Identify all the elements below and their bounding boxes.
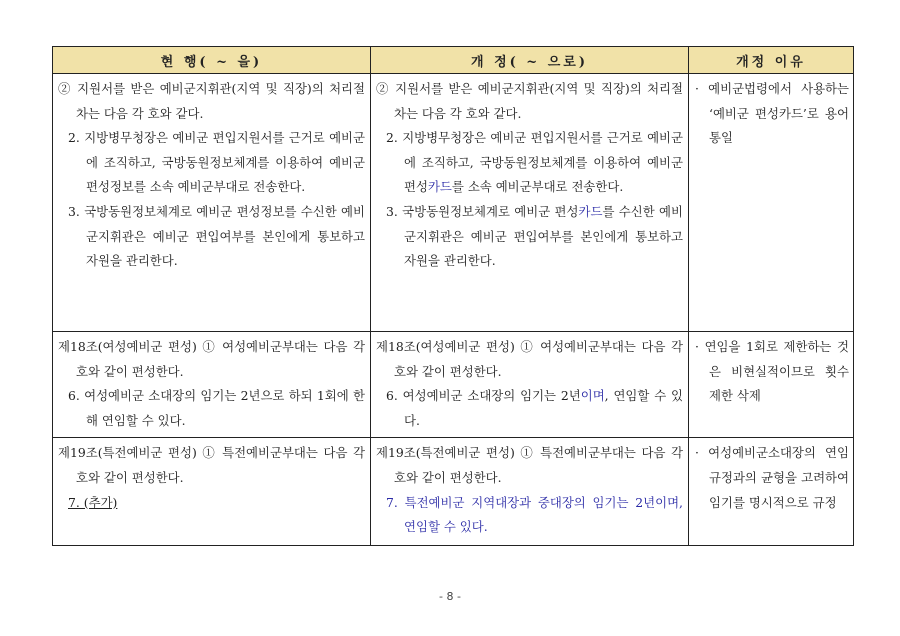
- clause-text: 제18조(여성예비군 편성) ① 여성예비군부대는 다음 각 호와 같이 편성한다.: [376, 339, 683, 379]
- list-item: 2. 지방병무청장은 예비군 편입지원서를 근거로 예비군에 조직하고, 국방동원정보체계를 이용하여 예비군 편성정보를 소속 예비군부대로 전송한다.: [68, 130, 365, 195]
- reason-text: 예비군법령에서 사용하는 ‘예비군 편성카드’로 용어 통일: [708, 81, 849, 146]
- item-text: 3. 국방동원정보체계로 예비군 편성: [386, 203, 579, 219]
- item-text: 를 수신한 예비군지휘관은 예비군 편입여부를 본인에게 통보하고 자원을 관리한다.: [404, 203, 683, 269]
- current-cell: [53, 74, 371, 332]
- list-item: [58, 491, 365, 516]
- revised-cell: [371, 438, 689, 546]
- header-current: 현 행( ~ 을): [53, 47, 371, 74]
- comparison-table: [52, 46, 854, 546]
- list-item: 7. 특전예비군 지역대장과 중대장의 임기는 2년이며, 연임할 수 있다.: [386, 494, 683, 535]
- header-reason: 개정 이유: [689, 47, 854, 74]
- reason-item: [695, 77, 849, 151]
- page-number: - 8 -: [439, 590, 461, 603]
- table-row: [53, 74, 854, 332]
- revised-cell: [371, 332, 689, 438]
- clause-text: 제19조(특전예비군 편성) ① 특전예비군부대는 다음 각 호와 같이 편성한다.: [58, 445, 365, 485]
- list-item: 6. 여성예비군 소대장의 임기는 2년으로 하되 1회에 한해 연임할 수 있다.: [68, 388, 365, 428]
- clause-text: ② 지원서를 받은 예비군지휘관(지역 및 직장)의 처리절차는 다음 각 호와 같다.: [58, 81, 365, 121]
- list-item: [376, 200, 683, 274]
- reason-item: [695, 335, 849, 409]
- clause-text: ② 지원서를 받은 예비군지휘관(지역 및 직장)의 처리절차는 다음 각 호와 같다.: [376, 81, 683, 121]
- revised-term: 이며: [580, 388, 605, 404]
- header-row: [53, 47, 854, 74]
- header-revised: 개 정( ~ 으로): [371, 47, 689, 74]
- bullet-icon: ·: [695, 445, 699, 461]
- revised-term: 카드: [578, 203, 603, 219]
- clause-text: 제18조(여성예비군 편성) ① 여성예비군부대는 다음 각 호와 같이 편성한다.: [58, 339, 365, 379]
- table-row: [53, 438, 854, 546]
- reason-cell: [689, 74, 854, 332]
- list-item: [376, 384, 683, 433]
- current-cell: [53, 332, 371, 438]
- item-text: 6. 여성예비군 소대장의 임기는 2년: [386, 388, 581, 404]
- reason-text: 여성예비군소대장의 연임 규정과의 균형을 고려하여 임기를 명시적으로 규정: [708, 445, 849, 510]
- reason-text: 연임을 1회로 제한하는 것은 비현실적이므로 횟수 제한 삭제: [704, 339, 849, 404]
- reason-cell: [689, 438, 854, 546]
- item-text: , 연임할 수 있다.: [404, 388, 684, 428]
- revised-term: 카드: [427, 179, 452, 195]
- clause-text: 제19조(특전예비군 편성) ① 특전예비군부대는 다음 각 호와 같이 편성한다.: [376, 445, 683, 485]
- revised-cell: [371, 74, 689, 332]
- reason-item: [695, 441, 849, 515]
- list-item: [376, 126, 683, 200]
- item-text: 2. 지방병무청장은 예비군 편입지원서를 근거로 예비군에 조직하고, 국방동원정보체계를 이용하여 예비군 편성: [386, 130, 683, 195]
- reason-cell: [689, 332, 854, 438]
- list-item: 3. 국방동원정보체계로 예비군 편성정보를 수신한 예비군지휘관은 예비군 편입여부를 본인에게 통보하고 자원을 관리한다.: [68, 203, 365, 269]
- bullet-icon: ·: [695, 339, 699, 354]
- bullet-icon: ·: [695, 81, 699, 96]
- item-text: 를 소속 예비군부대로 전송한다.: [451, 179, 624, 195]
- added-marker: 7. (추가): [68, 494, 118, 510]
- current-cell: [53, 438, 371, 546]
- table-row: [53, 332, 854, 438]
